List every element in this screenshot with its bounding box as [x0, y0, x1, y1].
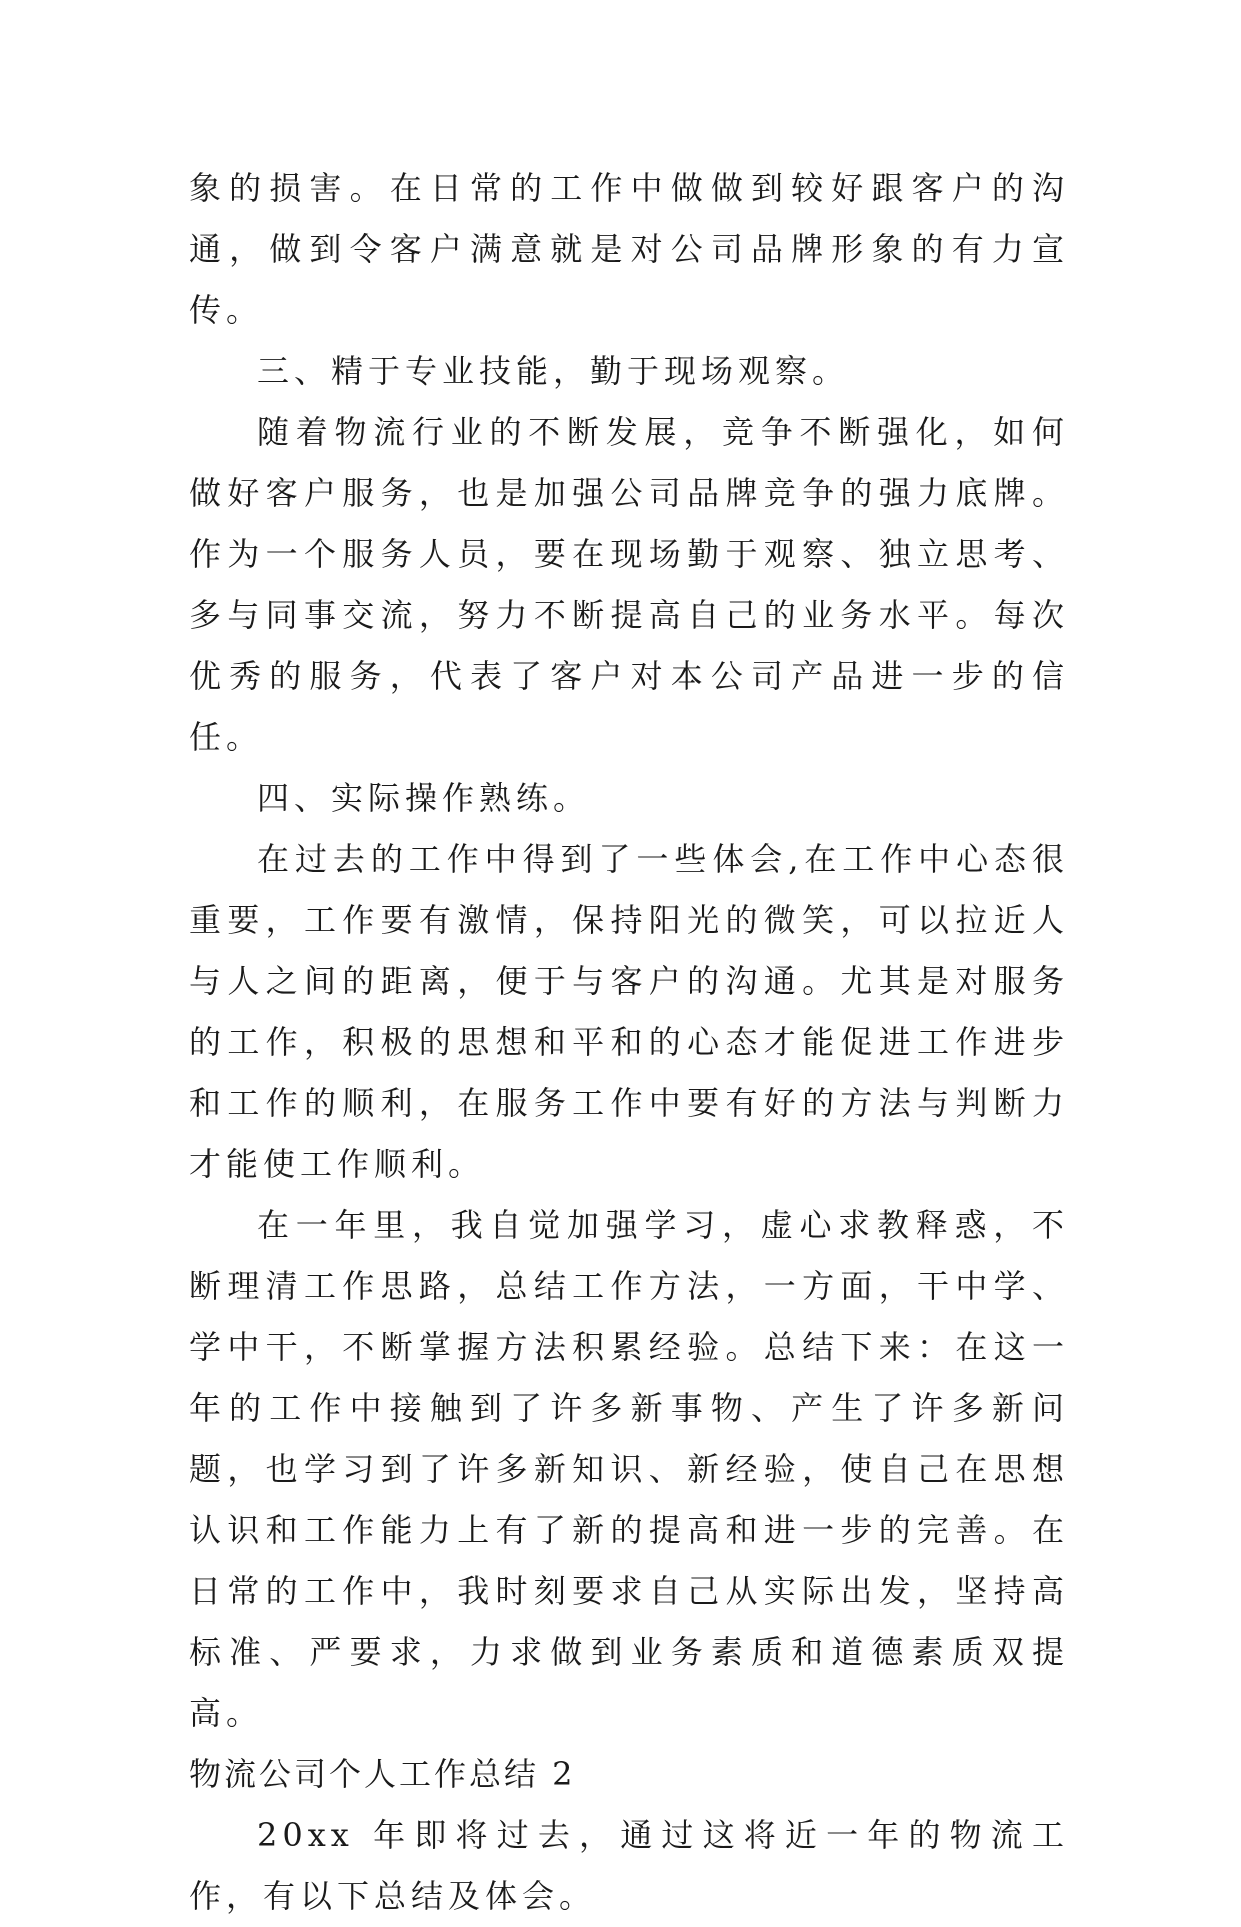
paragraph-service: 随着物流行业的不断发展，竞争不断强化，如何做好客户服务，也是加强公司品牌竞争的强力底牌。作为一个服务人员，要在现场勤于观察、独立思考、多与同事交流，努力不断提高自己的业务水平。每次优秀的服务，代表了客户对本公司产品进一步的信任。: [189, 413, 1069, 756]
document-title-2: 物流公司个人工作总结 2: [189, 1755, 576, 1793]
section-heading-4: 四、实际操作熟练。: [257, 779, 591, 817]
paragraph-intro-2: 20xx 年即将过去，通过这将近一年的物流工作，有以下总结及体会。: [189, 1816, 1069, 1915]
section-heading-3: 三、精于专业技能，勤于现场观察。: [257, 352, 850, 390]
paragraph-continuation: 象的损害。在日常的工作中做做到较好跟客户的沟通，做到令客户满意就是对公司品牌形象的有力宣传。: [189, 169, 1069, 329]
paragraph-year-summary: 在一年里，我自觉加强学习，虚心求教释惑，不断理清工作思路，总结工作方法，一方面，干中学、学中干，不断掌握方法积累经验。总结下来：在这一年的工作中接触到了许多新事物、产生了许多新问题，也学习到了许多新知识、新经验，使自己在思想认识和工作能力上有了新的提高和进一步的完善。在日常的工作中，我时刻要求自己从实际出发，坚持高标准、严要求，力求做到业务素质和道德素质双提高。: [189, 1206, 1069, 1732]
paragraph-attitude: 在过去的工作中得到了一些体会,在工作中心态很重要，工作要有激情，保持阳光的微笑，可以拉近人与人之间的距离，便于与客户的沟通。尤其是对服务的工作，积极的思想和平和的心态才能促进工作进步和工作的顺利，在服务工作中要有好的方法与判断力才能使工作顺利。: [189, 840, 1069, 1183]
document-body: [189, 158, 1069, 1927]
